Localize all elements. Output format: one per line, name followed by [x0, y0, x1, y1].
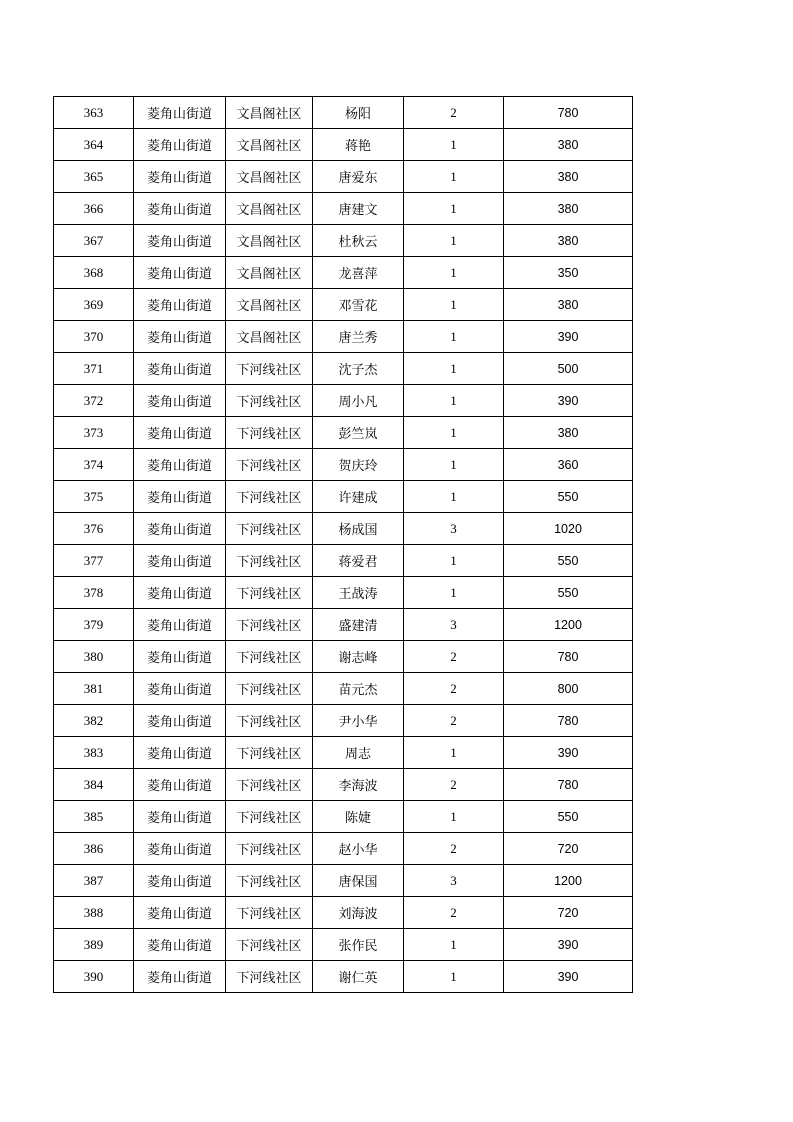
name-cell: 杨阳	[313, 97, 404, 129]
table-row	[54, 513, 633, 545]
serial-number-cell: 387	[54, 865, 134, 897]
serial-number-cell: 390	[54, 961, 134, 993]
serial-number-cell: 366	[54, 193, 134, 225]
table-row	[54, 769, 633, 801]
community-cell: 文昌阁社区	[226, 289, 313, 321]
amount-cell: 550	[504, 577, 633, 609]
amount-cell: 1020	[504, 513, 633, 545]
community-cell: 下河线社区	[226, 865, 313, 897]
community-cell: 下河线社区	[226, 673, 313, 705]
serial-number-cell: 368	[54, 257, 134, 289]
household-size-cell: 1	[404, 929, 504, 961]
amount-cell: 390	[504, 929, 633, 961]
name-cell: 尹小华	[313, 705, 404, 737]
name-cell: 杜秋云	[313, 225, 404, 257]
household-size-cell: 2	[404, 673, 504, 705]
amount-cell: 780	[504, 705, 633, 737]
household-size-cell: 1	[404, 257, 504, 289]
table-row	[54, 545, 633, 577]
subdistrict-cell: 菱角山街道	[134, 417, 226, 449]
amount-cell: 800	[504, 673, 633, 705]
subdistrict-cell: 菱角山街道	[134, 577, 226, 609]
household-size-cell: 3	[404, 513, 504, 545]
subdistrict-cell: 菱角山街道	[134, 513, 226, 545]
subdistrict-cell: 菱角山街道	[134, 225, 226, 257]
table-row	[54, 161, 633, 193]
subdistrict-cell: 菱角山街道	[134, 769, 226, 801]
name-cell: 谢志峰	[313, 641, 404, 673]
subdistrict-cell: 菱角山街道	[134, 897, 226, 929]
name-cell: 彭竺岚	[313, 417, 404, 449]
community-cell: 下河线社区	[226, 513, 313, 545]
name-cell: 张作民	[313, 929, 404, 961]
table-row	[54, 449, 633, 481]
amount-cell: 380	[504, 161, 633, 193]
table-row	[54, 225, 633, 257]
amount-cell: 720	[504, 897, 633, 929]
name-cell: 杨成国	[313, 513, 404, 545]
household-size-cell: 1	[404, 129, 504, 161]
serial-number-cell: 369	[54, 289, 134, 321]
community-cell: 文昌阁社区	[226, 225, 313, 257]
community-cell: 下河线社区	[226, 385, 313, 417]
household-size-cell: 1	[404, 545, 504, 577]
serial-number-cell: 388	[54, 897, 134, 929]
household-size-cell: 2	[404, 833, 504, 865]
serial-number-cell: 380	[54, 641, 134, 673]
amount-cell: 360	[504, 449, 633, 481]
name-cell: 沈子杰	[313, 353, 404, 385]
name-cell: 苗元杰	[313, 673, 404, 705]
serial-number-cell: 386	[54, 833, 134, 865]
name-cell: 王战涛	[313, 577, 404, 609]
subdistrict-cell: 菱角山街道	[134, 545, 226, 577]
amount-cell: 380	[504, 129, 633, 161]
name-cell: 唐兰秀	[313, 321, 404, 353]
serial-number-cell: 379	[54, 609, 134, 641]
community-cell: 下河线社区	[226, 833, 313, 865]
table-row	[54, 385, 633, 417]
name-cell: 陈婕	[313, 801, 404, 833]
household-size-cell: 1	[404, 417, 504, 449]
amount-cell: 390	[504, 321, 633, 353]
table-row	[54, 737, 633, 769]
table-row	[54, 353, 633, 385]
community-cell: 文昌阁社区	[226, 161, 313, 193]
subdistrict-cell: 菱角山街道	[134, 129, 226, 161]
serial-number-cell: 374	[54, 449, 134, 481]
subdistrict-cell: 菱角山街道	[134, 353, 226, 385]
community-cell: 下河线社区	[226, 609, 313, 641]
serial-number-cell: 371	[54, 353, 134, 385]
table-body	[54, 97, 633, 993]
amount-cell: 380	[504, 417, 633, 449]
subdistrict-cell: 菱角山街道	[134, 321, 226, 353]
table-row	[54, 641, 633, 673]
community-cell: 文昌阁社区	[226, 193, 313, 225]
community-cell: 下河线社区	[226, 417, 313, 449]
serial-number-cell: 363	[54, 97, 134, 129]
community-cell: 文昌阁社区	[226, 321, 313, 353]
subdistrict-cell: 菱角山街道	[134, 289, 226, 321]
serial-number-cell: 375	[54, 481, 134, 513]
household-size-cell: 2	[404, 97, 504, 129]
table-row	[54, 577, 633, 609]
table-row	[54, 417, 633, 449]
table-row	[54, 865, 633, 897]
table-row	[54, 257, 633, 289]
table-row	[54, 801, 633, 833]
table-row	[54, 321, 633, 353]
subdistrict-cell: 菱角山街道	[134, 673, 226, 705]
household-size-cell: 1	[404, 961, 504, 993]
household-size-cell: 2	[404, 897, 504, 929]
community-cell: 文昌阁社区	[226, 129, 313, 161]
household-size-cell: 2	[404, 769, 504, 801]
name-cell: 盛建清	[313, 609, 404, 641]
household-size-cell: 1	[404, 321, 504, 353]
amount-cell: 550	[504, 481, 633, 513]
community-cell: 下河线社区	[226, 897, 313, 929]
serial-number-cell: 376	[54, 513, 134, 545]
table-row	[54, 705, 633, 737]
subdistrict-cell: 菱角山街道	[134, 801, 226, 833]
household-size-cell: 1	[404, 385, 504, 417]
community-cell: 文昌阁社区	[226, 257, 313, 289]
name-cell: 唐保国	[313, 865, 404, 897]
name-cell: 贺庆玲	[313, 449, 404, 481]
serial-number-cell: 370	[54, 321, 134, 353]
name-cell: 蒋艳	[313, 129, 404, 161]
household-size-cell: 1	[404, 449, 504, 481]
table-row	[54, 289, 633, 321]
amount-cell: 390	[504, 737, 633, 769]
household-size-cell: 2	[404, 705, 504, 737]
table-row	[54, 897, 633, 929]
community-cell: 下河线社区	[226, 481, 313, 513]
name-cell: 唐建文	[313, 193, 404, 225]
serial-number-cell: 385	[54, 801, 134, 833]
subdistrict-cell: 菱角山街道	[134, 481, 226, 513]
household-size-cell: 1	[404, 801, 504, 833]
name-cell: 周小凡	[313, 385, 404, 417]
table-row	[54, 961, 633, 993]
serial-number-cell: 383	[54, 737, 134, 769]
household-size-cell: 1	[404, 161, 504, 193]
household-size-cell: 3	[404, 609, 504, 641]
community-cell: 下河线社区	[226, 449, 313, 481]
serial-number-cell: 373	[54, 417, 134, 449]
serial-number-cell: 377	[54, 545, 134, 577]
amount-cell: 380	[504, 289, 633, 321]
table-row	[54, 833, 633, 865]
serial-number-cell: 372	[54, 385, 134, 417]
household-size-cell: 1	[404, 481, 504, 513]
name-cell: 谢仁英	[313, 961, 404, 993]
amount-cell: 720	[504, 833, 633, 865]
subdistrict-cell: 菱角山街道	[134, 833, 226, 865]
community-cell: 下河线社区	[226, 737, 313, 769]
serial-number-cell: 364	[54, 129, 134, 161]
household-size-cell: 3	[404, 865, 504, 897]
serial-number-cell: 389	[54, 929, 134, 961]
subdistrict-cell: 菱角山街道	[134, 161, 226, 193]
community-cell: 下河线社区	[226, 545, 313, 577]
subdistrict-cell: 菱角山街道	[134, 641, 226, 673]
community-cell: 下河线社区	[226, 641, 313, 673]
serial-number-cell: 382	[54, 705, 134, 737]
household-size-cell: 2	[404, 641, 504, 673]
amount-cell: 390	[504, 961, 633, 993]
serial-number-cell: 378	[54, 577, 134, 609]
subdistrict-cell: 菱角山街道	[134, 193, 226, 225]
community-cell: 下河线社区	[226, 353, 313, 385]
name-cell: 赵小华	[313, 833, 404, 865]
subdistrict-cell: 菱角山街道	[134, 865, 226, 897]
community-cell: 下河线社区	[226, 705, 313, 737]
allowance-table	[53, 96, 633, 993]
name-cell: 李海波	[313, 769, 404, 801]
household-size-cell: 1	[404, 353, 504, 385]
serial-number-cell: 367	[54, 225, 134, 257]
amount-cell: 350	[504, 257, 633, 289]
community-cell: 下河线社区	[226, 577, 313, 609]
community-cell: 下河线社区	[226, 801, 313, 833]
table-row	[54, 481, 633, 513]
community-cell: 下河线社区	[226, 769, 313, 801]
name-cell: 蒋爱君	[313, 545, 404, 577]
name-cell: 周志	[313, 737, 404, 769]
table-row	[54, 929, 633, 961]
amount-cell: 380	[504, 225, 633, 257]
community-cell: 下河线社区	[226, 929, 313, 961]
household-size-cell: 1	[404, 193, 504, 225]
table-row	[54, 97, 633, 129]
serial-number-cell: 365	[54, 161, 134, 193]
amount-cell: 550	[504, 545, 633, 577]
amount-cell: 500	[504, 353, 633, 385]
household-size-cell: 1	[404, 577, 504, 609]
subdistrict-cell: 菱角山街道	[134, 961, 226, 993]
amount-cell: 550	[504, 801, 633, 833]
household-size-cell: 1	[404, 225, 504, 257]
subdistrict-cell: 菱角山街道	[134, 609, 226, 641]
name-cell: 刘海波	[313, 897, 404, 929]
amount-cell: 780	[504, 769, 633, 801]
name-cell: 龙喜萍	[313, 257, 404, 289]
name-cell: 唐爱东	[313, 161, 404, 193]
amount-cell: 1200	[504, 609, 633, 641]
subdistrict-cell: 菱角山街道	[134, 257, 226, 289]
subdistrict-cell: 菱角山街道	[134, 737, 226, 769]
subdistrict-cell: 菱角山街道	[134, 449, 226, 481]
community-cell: 文昌阁社区	[226, 97, 313, 129]
name-cell: 邓雪花	[313, 289, 404, 321]
amount-cell: 380	[504, 193, 633, 225]
amount-cell: 390	[504, 385, 633, 417]
amount-cell: 780	[504, 641, 633, 673]
subdistrict-cell: 菱角山街道	[134, 705, 226, 737]
household-size-cell: 1	[404, 289, 504, 321]
subdistrict-cell: 菱角山街道	[134, 385, 226, 417]
community-cell: 下河线社区	[226, 961, 313, 993]
table-row	[54, 193, 633, 225]
table-row	[54, 609, 633, 641]
amount-cell: 780	[504, 97, 633, 129]
subdistrict-cell: 菱角山街道	[134, 97, 226, 129]
serial-number-cell: 381	[54, 673, 134, 705]
table-row	[54, 129, 633, 161]
table-row	[54, 673, 633, 705]
name-cell: 许建成	[313, 481, 404, 513]
serial-number-cell: 384	[54, 769, 134, 801]
amount-cell: 1200	[504, 865, 633, 897]
household-size-cell: 1	[404, 737, 504, 769]
subdistrict-cell: 菱角山街道	[134, 929, 226, 961]
